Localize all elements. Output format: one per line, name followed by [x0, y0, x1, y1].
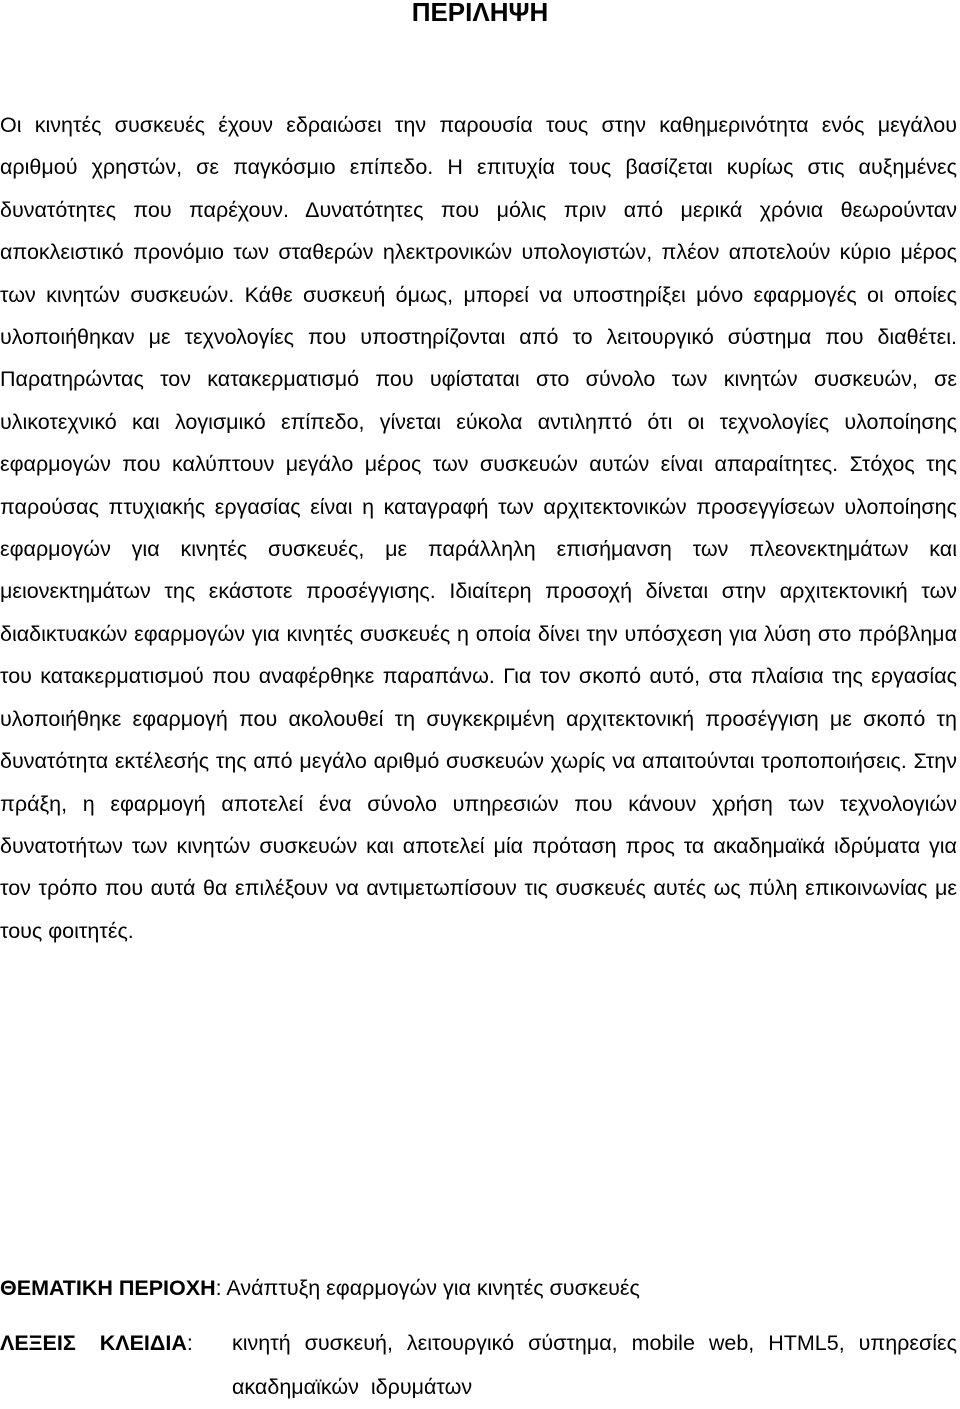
abstract-paragraph: Οι κινητές συσκευές έχουν εδραιώσει την παρουσία τους στην καθημερινότητα ενός μεγάλου αριθμού χρηστών, σε παγκόσμιο επίπεδο. Η επιτυχία τους βασίζεται κυρίως στις αυξημένες δυνατότητες που παρέχουν. Δυνατότητες που μόλις πριν από μερικά χρόνια θεωρούνταν αποκλειστικό προνόμιο των σταθερών ηλεκτρονικών υπολογιστών, πλέον αποτελούν κύριο μέρος των κινητών συσκευών. Κάθε συσκευή όμως, μπορεί να υποστηρίξει μόνο εφαρμογές οι οποίες υλοποιήθηκαν με τεχνολογίες που υποστηρίζονται από το λειτουργικό σύστημα που διαθέτει. Παρατηρώντας τον κατακερματισμό που υφίσταται στο σύνολο των κινητών συσκευών, σε υλικοτεχνικό και λογισμικό επίπεδο, γίνεται εύκολα αντιληπτό ότι οι τεχνολογίες υλοποίησης εφαρμογών που καλύπτουν μεγάλο μέρος των συσκευών αυτών είναι απαραίτητες. Στόχος της παρούσας πτυχιακής εργασίας είναι η καταγραφή των αρχιτεκτονικών προσεγγίσεων υλοποίησης εφαρμογών για κινητές συσκευές, με παράλληλη επισήμανση των πλεονεκτημάτων και μειονεκτημάτων της εκάστοτε προσέγγισης. Ιδιαίτερη προσοχή δίνεται στην αρχιτεκτονική των διαδικτυακών εφαρμογών για κινητές συσκευές η οποία δίνει την υπόσχεση για λύση στο πρόβλημα του κατακερματισμού που αναφέρθηκε παραπάνω. Για τον σκοπό αυτό, στα πλαίσια της εργασίας υλοποιήθηκε εφαρμογή που ακολουθεί τη συγκεκριμένη αρχιτεκτονική προσέγγιση με σκοπό τη δυνατότητα εκτέλεσής της από μεγάλο αριθμό συσκευών χωρίς να απαιτούνται τροποποιήσεις. Στην πράξη, η εφαρμογή αποτελεί ένα σύνολο υπηρεσιών που κάνουν χρήση των τεχνολογιών δυνατοτήτων των κινητών συσκευών και αποτελεί μία πρόταση προς τα ακαδημαϊκά ιδρύματα για τον τρόπο που αυτά θα επιλέξουν να αντιμετωπίσουν τις συσκευές αυτές ως πύλη επικοινωνίας με τους φοιτητές.	[0, 113, 957, 943]
subject-area-label: ΘΕΜΑΤΙΚΗ ΠΕΡΙΟΧΗ	[0, 1276, 216, 1300]
subject-area-row	[0, 1266, 957, 1310]
keywords-value: κινητή συσκευή, λειτουργικό σύστημα, mobile web, HTML5, υπηρεσίες ακαδημαϊκών ιδρυμάτων	[232, 1331, 957, 1399]
keywords-row	[0, 1321, 957, 1409]
subject-area-value: Ανάπτυξη εφαρμογών για κινητές συσκευές	[221, 1276, 640, 1300]
keywords-label-group	[0, 1321, 232, 1365]
page-title: ΠΕΡΙΛΗΨΗ	[411, 0, 549, 27]
keywords-separator: :	[186, 1331, 193, 1355]
keywords-label: ΛΕΞΕΙΣ ΚΛΕΙΔΙΑ	[0, 1331, 187, 1355]
subject-area-separator: :	[215, 1276, 222, 1300]
